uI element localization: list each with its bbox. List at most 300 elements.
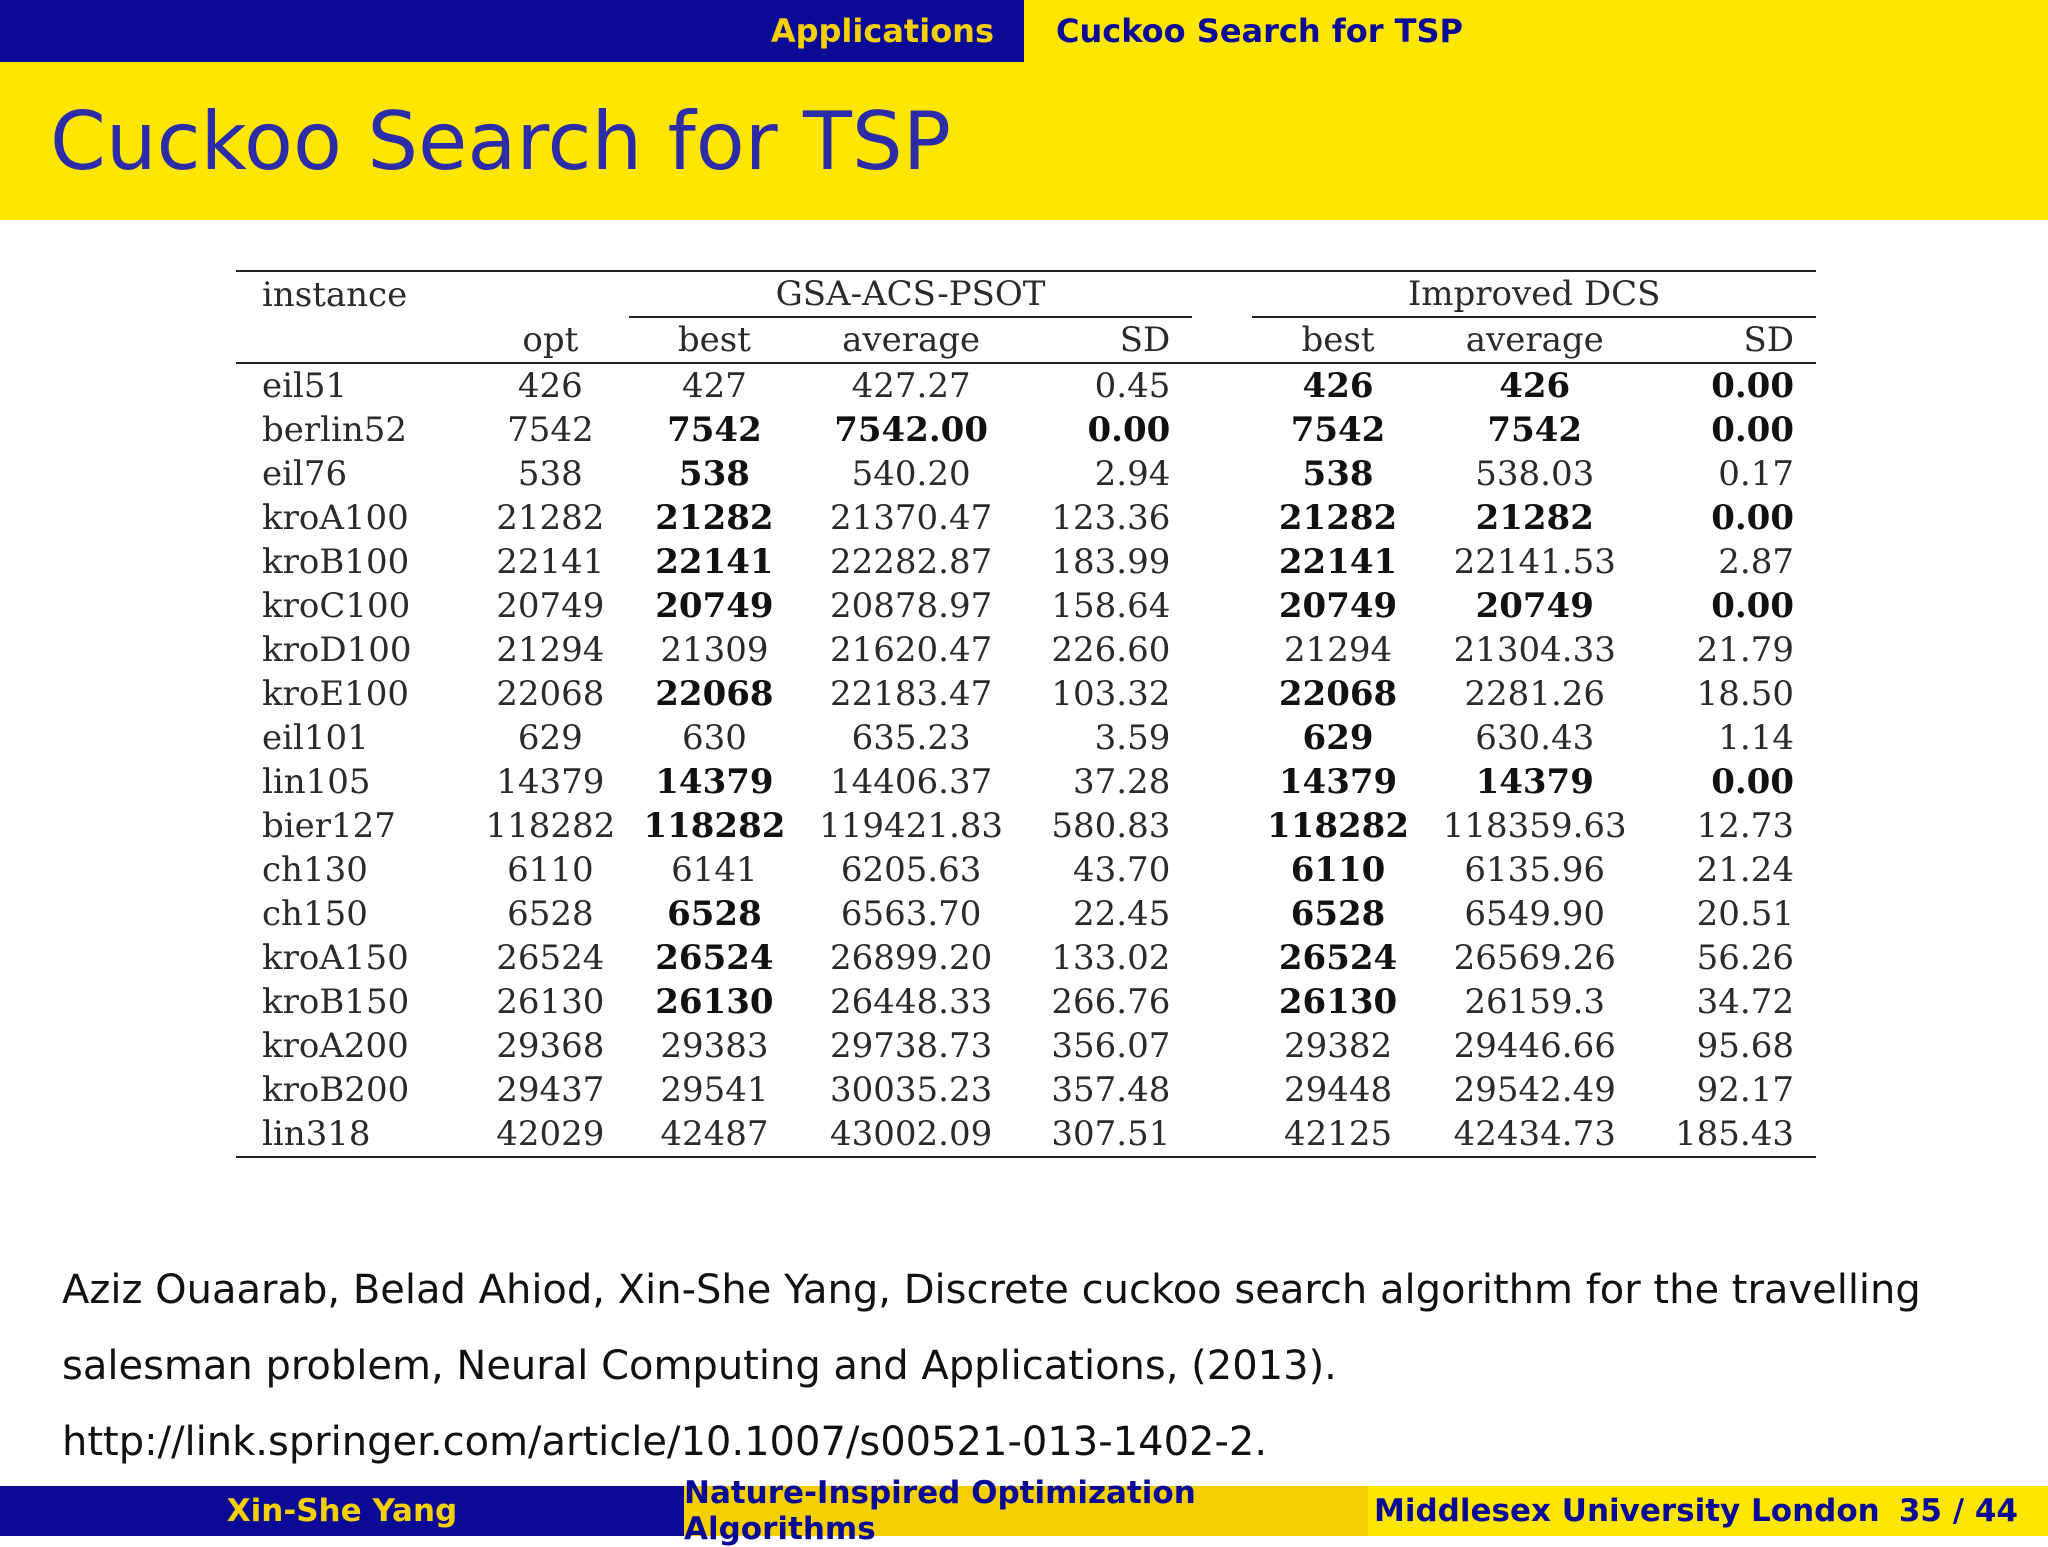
citation-url[interactable]: http://link.springer.com/article/10.1007/s00521-013-1402-2. xyxy=(62,1419,1268,1465)
cell-text: 0.00 xyxy=(1711,366,1794,406)
table-row xyxy=(236,584,1816,628)
cell-text: 29541 xyxy=(660,1070,769,1110)
cell-text: 6110 xyxy=(507,850,594,890)
value-cell xyxy=(1022,936,1192,980)
gap-cell xyxy=(1192,936,1252,980)
value-cell xyxy=(800,496,1022,540)
cell-text: 0.00 xyxy=(1711,762,1794,802)
cell-text: 22068 xyxy=(655,674,774,714)
value-cell xyxy=(1022,496,1192,540)
cell-text: 630 xyxy=(681,718,747,758)
table-row xyxy=(236,628,1816,672)
title-band xyxy=(0,62,2048,220)
cell-text: 426 xyxy=(517,366,583,406)
value-cell xyxy=(1646,1068,1816,1112)
cell-text: kroB100 xyxy=(262,542,410,582)
value-cell xyxy=(629,936,800,980)
cell-text: 0.45 xyxy=(1094,366,1171,406)
cell-text: 21.24 xyxy=(1696,850,1794,890)
cell-text: 21282 xyxy=(1475,498,1594,538)
cell-text: 21282 xyxy=(496,498,605,538)
gap-cell xyxy=(1192,804,1252,848)
value-cell xyxy=(800,892,1022,936)
cell-text: 356.07 xyxy=(1051,1026,1171,1066)
value-cell xyxy=(1252,584,1423,628)
cell-text: 538 xyxy=(517,454,583,494)
cell-text: 37.28 xyxy=(1072,762,1171,802)
results-table-image xyxy=(236,270,1816,1170)
value-cell xyxy=(1022,452,1192,496)
cell-text: 133.02 xyxy=(1051,938,1171,978)
header-opt: opt xyxy=(522,319,579,360)
cell-text: eil101 xyxy=(262,718,369,758)
cell-text: 427 xyxy=(681,366,747,406)
table-row xyxy=(236,452,1816,496)
results-table xyxy=(236,270,1816,1158)
value-cell xyxy=(1424,804,1646,848)
instance-cell xyxy=(236,408,472,452)
cell-text: 6528 xyxy=(1290,894,1386,934)
gap-cell xyxy=(1192,496,1252,540)
value-cell xyxy=(800,584,1022,628)
gap-cell xyxy=(1192,980,1252,1024)
cell-text: 20.51 xyxy=(1696,894,1794,934)
cell-text: 0.00 xyxy=(1087,410,1171,450)
cell-text: 20749 xyxy=(655,586,774,626)
citation-line-2: salesman problem, Neural Computing and Applications, (2013). xyxy=(62,1343,1337,1389)
cell-text: eil51 xyxy=(262,366,348,406)
cell-text: 630.43 xyxy=(1475,718,1595,758)
value-cell xyxy=(1022,848,1192,892)
table-row xyxy=(236,672,1816,716)
cell-text: 21294 xyxy=(496,630,605,670)
value-cell xyxy=(1424,980,1646,1024)
cell-text: 2.94 xyxy=(1094,454,1171,494)
instance-cell xyxy=(236,496,472,540)
value-cell xyxy=(800,936,1022,980)
cell-text: ch150 xyxy=(262,894,368,934)
cell-text: 20749 xyxy=(1278,586,1398,626)
cell-text: kroE100 xyxy=(262,674,410,714)
value-cell xyxy=(1646,1112,1816,1157)
cell-text: kroB150 xyxy=(262,982,410,1022)
value-cell xyxy=(1424,672,1646,716)
value-cell xyxy=(1424,1112,1646,1157)
cell-text: 34.72 xyxy=(1696,982,1794,1022)
cell-text: 14379 xyxy=(1475,762,1594,802)
value-cell xyxy=(1252,936,1423,980)
instance-cell xyxy=(236,363,472,408)
cell-text: 580.83 xyxy=(1051,806,1171,846)
cell-text: 92.17 xyxy=(1696,1070,1794,1110)
cell-text: 30035.23 xyxy=(830,1070,993,1110)
cell-text: 22141 xyxy=(1278,542,1398,582)
cell-text: 21294 xyxy=(1283,630,1393,670)
header-blank xyxy=(472,271,629,317)
gap-cell xyxy=(1192,892,1252,936)
value-cell xyxy=(1252,1024,1423,1068)
value-cell xyxy=(1022,716,1192,760)
table-row xyxy=(236,892,1816,936)
instance-cell xyxy=(236,804,472,848)
value-cell xyxy=(629,672,800,716)
value-cell xyxy=(1424,1068,1646,1112)
header-sd-2: SD xyxy=(1743,320,1794,360)
footer-bar xyxy=(0,1475,2048,1547)
table-row xyxy=(236,540,1816,584)
value-cell xyxy=(629,540,800,584)
cell-text: 22183.47 xyxy=(830,674,993,714)
header-average-1: average xyxy=(842,320,981,360)
value-cell xyxy=(472,540,629,584)
cell-text: lin105 xyxy=(262,762,371,802)
value-cell xyxy=(472,804,629,848)
cell-text: 14379 xyxy=(655,762,774,802)
citation-line-1: Aziz Ouaarab, Belad Ahiod, Xin-She Yang, Discrete cuckoo search algorithm for the travelling xyxy=(62,1267,1921,1313)
cell-text: 14406.37 xyxy=(830,762,993,802)
cell-text: 20749 xyxy=(1475,586,1594,626)
cell-text: 6205.63 xyxy=(840,850,982,890)
value-cell xyxy=(472,936,629,980)
citation xyxy=(62,1252,1992,1480)
cell-text: 538 xyxy=(678,454,750,494)
value-cell xyxy=(1424,408,1646,452)
value-cell xyxy=(629,628,800,672)
cell-text: 18.50 xyxy=(1696,674,1794,714)
cell-text: 7542 xyxy=(667,410,762,450)
value-cell xyxy=(1646,672,1816,716)
value-cell xyxy=(800,452,1022,496)
header-best-1: best xyxy=(677,320,751,360)
value-cell xyxy=(629,408,800,452)
header-instance-blank xyxy=(236,317,472,363)
cell-text: 26524 xyxy=(496,938,605,978)
cell-text: 629 xyxy=(517,718,583,758)
gap-cell xyxy=(1192,628,1252,672)
cell-text: 26899.20 xyxy=(830,938,993,978)
value-cell xyxy=(629,716,800,760)
cell-text: 22.45 xyxy=(1072,894,1171,934)
value-cell xyxy=(629,804,800,848)
cell-text: 183.99 xyxy=(1051,542,1171,582)
cell-text: 22141.53 xyxy=(1453,542,1616,582)
cell-text: 635.23 xyxy=(851,718,971,758)
table-row xyxy=(236,848,1816,892)
cell-text: 6549.90 xyxy=(1464,894,1606,934)
footer-institution: Middlesex University London xyxy=(1374,1493,1880,1529)
value-cell xyxy=(1424,848,1646,892)
cell-text: kroA150 xyxy=(262,938,409,978)
cell-text: 7542 xyxy=(1290,410,1386,450)
cell-text: 21309 xyxy=(660,630,769,670)
value-cell xyxy=(1646,980,1816,1024)
cell-text: 22141 xyxy=(496,542,605,582)
instance-cell xyxy=(236,584,472,628)
cell-text: 21304.33 xyxy=(1453,630,1616,670)
value-cell xyxy=(1022,363,1192,408)
value-cell xyxy=(800,804,1022,848)
header-gap xyxy=(1192,271,1252,317)
value-cell xyxy=(1252,1112,1423,1157)
value-cell xyxy=(1424,716,1646,760)
cell-text: 42125 xyxy=(1283,1114,1393,1154)
cell-text: 0.00 xyxy=(1711,410,1794,450)
value-cell xyxy=(800,716,1022,760)
cell-text: 118282 xyxy=(485,806,616,846)
nav-subsection-link[interactable] xyxy=(1024,0,2048,62)
value-cell xyxy=(472,760,629,804)
value-cell xyxy=(629,980,800,1024)
nav-subsection-label[interactable]: Cuckoo Search for TSP xyxy=(1056,12,1463,50)
value-cell xyxy=(1646,408,1816,452)
cell-text: 118282 xyxy=(643,806,786,846)
value-cell xyxy=(1022,672,1192,716)
cell-text: 26130 xyxy=(496,982,605,1022)
slide-title: Cuckoo Search for TSP xyxy=(50,94,951,188)
cell-text: 43002.09 xyxy=(830,1114,993,1154)
gap-cell xyxy=(1192,584,1252,628)
gap-cell xyxy=(1192,848,1252,892)
cell-text: 42029 xyxy=(496,1114,605,1154)
cell-text: 119421.83 xyxy=(819,806,1004,846)
value-cell xyxy=(1424,760,1646,804)
cell-text: 0.00 xyxy=(1711,586,1794,626)
value-cell xyxy=(800,1024,1022,1068)
table-row xyxy=(236,1068,1816,1112)
cell-text: 123.36 xyxy=(1051,498,1171,538)
header-sd-1: SD xyxy=(1119,320,1171,360)
cell-text: 185.43 xyxy=(1675,1114,1794,1154)
cell-text: eil76 xyxy=(262,454,348,494)
cell-text: 20878.97 xyxy=(830,586,993,626)
value-cell xyxy=(1022,540,1192,584)
cell-text: 21282 xyxy=(1278,498,1398,538)
cell-text: 95.68 xyxy=(1696,1026,1794,1066)
cell-text: kroD100 xyxy=(262,630,412,670)
value-cell xyxy=(1646,628,1816,672)
value-cell xyxy=(1424,584,1646,628)
cell-text: 26159.3 xyxy=(1464,982,1606,1022)
cell-text: 103.32 xyxy=(1051,674,1171,714)
value-cell xyxy=(629,452,800,496)
value-cell xyxy=(1646,848,1816,892)
value-cell xyxy=(629,892,800,936)
value-cell xyxy=(1022,980,1192,1024)
cell-text: ch130 xyxy=(262,850,368,890)
table-row xyxy=(236,804,1816,848)
value-cell xyxy=(1252,848,1423,892)
value-cell xyxy=(1252,804,1423,848)
value-cell xyxy=(1646,452,1816,496)
cell-text: 29446.66 xyxy=(1453,1026,1616,1066)
cell-text: 266.76 xyxy=(1051,982,1171,1022)
value-cell xyxy=(1252,363,1423,408)
instance-cell xyxy=(236,672,472,716)
instance-cell xyxy=(236,716,472,760)
cell-text: 26524 xyxy=(655,938,774,978)
value-cell xyxy=(629,496,800,540)
cell-text: 12.73 xyxy=(1696,806,1794,846)
value-cell xyxy=(629,1024,800,1068)
value-cell xyxy=(472,363,629,408)
cell-text: kroA200 xyxy=(262,1026,409,1066)
cell-text: 540.20 xyxy=(851,454,971,494)
cell-text: 29542.49 xyxy=(1453,1070,1616,1110)
value-cell xyxy=(1646,363,1816,408)
footer-page-number: 35 / 44 xyxy=(1898,1493,2018,1529)
value-cell xyxy=(1022,408,1192,452)
value-cell xyxy=(800,408,1022,452)
cell-text: 629 xyxy=(1302,718,1374,758)
cell-text: 0.00 xyxy=(1711,498,1794,538)
value-cell xyxy=(1252,980,1423,1024)
table-row xyxy=(236,496,1816,540)
instance-cell xyxy=(236,628,472,672)
cell-text: 1.14 xyxy=(1718,718,1794,758)
cell-text: 2.87 xyxy=(1718,542,1794,582)
gap-cell xyxy=(1192,1024,1252,1068)
value-cell xyxy=(1022,584,1192,628)
value-cell xyxy=(629,760,800,804)
cell-text: 7542 xyxy=(1487,410,1583,450)
instance-cell xyxy=(236,980,472,1024)
value-cell xyxy=(472,672,629,716)
instance-cell xyxy=(236,936,472,980)
cell-text: berlin52 xyxy=(262,410,408,450)
cell-text: 226.60 xyxy=(1051,630,1171,670)
cell-text: kroB200 xyxy=(262,1070,410,1110)
cell-text: 6141 xyxy=(671,850,758,890)
value-cell xyxy=(472,584,629,628)
table-row xyxy=(236,760,1816,804)
cell-text: 7542.00 xyxy=(834,410,988,450)
instance-cell xyxy=(236,1024,472,1068)
cell-text: 6528 xyxy=(507,894,594,934)
value-cell xyxy=(1646,584,1816,628)
gap-cell xyxy=(1192,716,1252,760)
cell-text: 158.64 xyxy=(1051,586,1171,626)
instance-cell xyxy=(236,540,472,584)
value-cell xyxy=(1022,1112,1192,1157)
nav-section-link[interactable] xyxy=(0,0,1024,62)
value-cell xyxy=(629,848,800,892)
cell-text: 538.03 xyxy=(1475,454,1595,494)
value-cell xyxy=(472,716,629,760)
cell-text: 26130 xyxy=(655,982,774,1022)
footer-right xyxy=(1368,1486,2048,1536)
value-cell xyxy=(629,1112,800,1157)
value-cell xyxy=(629,1068,800,1112)
value-cell xyxy=(1252,408,1423,452)
value-cell xyxy=(472,496,629,540)
cell-text: 538 xyxy=(1302,454,1374,494)
header-gap-2 xyxy=(1192,317,1252,363)
cell-text: 2281.26 xyxy=(1464,674,1606,714)
footer-author: Xin-She Yang xyxy=(0,1486,684,1536)
value-cell xyxy=(1022,628,1192,672)
gap-cell xyxy=(1192,672,1252,716)
value-cell xyxy=(1252,672,1423,716)
cell-text: 307.51 xyxy=(1051,1114,1171,1154)
gap-cell xyxy=(1192,452,1252,496)
value-cell xyxy=(1424,1024,1646,1068)
value-cell xyxy=(800,760,1022,804)
cell-text: 14379 xyxy=(496,762,605,802)
instance-cell xyxy=(236,1068,472,1112)
instance-cell xyxy=(236,848,472,892)
cell-text: 14379 xyxy=(1278,762,1398,802)
cell-text: 26524 xyxy=(1278,938,1398,978)
nav-section-label[interactable]: Applications xyxy=(770,12,994,50)
cell-text: 6135.96 xyxy=(1464,850,1606,890)
value-cell xyxy=(800,848,1022,892)
instance-cell xyxy=(236,1112,472,1157)
cell-text: 29368 xyxy=(496,1026,605,1066)
cell-text: 26130 xyxy=(1278,982,1398,1022)
cell-text: 21.79 xyxy=(1696,630,1794,670)
cell-text: 29437 xyxy=(496,1070,605,1110)
value-cell xyxy=(800,1112,1022,1157)
value-cell xyxy=(1424,452,1646,496)
value-cell xyxy=(472,452,629,496)
value-cell xyxy=(472,1068,629,1112)
cell-text: 43.70 xyxy=(1072,850,1171,890)
cell-text: 26448.33 xyxy=(830,982,993,1022)
gap-cell xyxy=(1192,408,1252,452)
value-cell xyxy=(1022,892,1192,936)
value-cell xyxy=(1022,760,1192,804)
cell-text: 357.48 xyxy=(1051,1070,1171,1110)
gap-cell xyxy=(1192,540,1252,584)
value-cell xyxy=(1646,892,1816,936)
cell-text: 6110 xyxy=(1290,850,1386,890)
cell-text: 29738.73 xyxy=(830,1026,993,1066)
table-body xyxy=(236,363,1816,1157)
cell-text: 42487 xyxy=(660,1114,769,1154)
value-cell xyxy=(1252,1068,1423,1112)
cell-text: lin318 xyxy=(262,1114,371,1154)
cell-text: 426 xyxy=(1499,366,1571,406)
header-group-improved-dcs: Improved DCS xyxy=(1252,271,1816,317)
cell-text: 21282 xyxy=(655,498,774,538)
value-cell xyxy=(1252,716,1423,760)
cell-text: 21370.47 xyxy=(830,498,993,538)
value-cell xyxy=(472,628,629,672)
value-cell xyxy=(1022,804,1192,848)
cell-text: 6528 xyxy=(667,894,762,934)
cell-text: 427.27 xyxy=(851,366,971,406)
value-cell xyxy=(800,363,1022,408)
cell-text: 0.17 xyxy=(1718,454,1794,494)
value-cell xyxy=(800,980,1022,1024)
cell-text: 6563.70 xyxy=(840,894,982,934)
cell-text: kroA100 xyxy=(262,498,409,538)
cell-text: 56.26 xyxy=(1696,938,1794,978)
table-row xyxy=(236,363,1816,408)
value-cell xyxy=(472,1024,629,1068)
value-cell xyxy=(472,1112,629,1157)
table-row xyxy=(236,408,1816,452)
cell-text: 26569.26 xyxy=(1453,938,1616,978)
cell-text: 3.59 xyxy=(1094,718,1171,758)
table-row xyxy=(236,936,1816,980)
value-cell xyxy=(1646,804,1816,848)
value-cell xyxy=(1252,760,1423,804)
cell-text: kroC100 xyxy=(262,586,411,626)
value-cell xyxy=(1424,628,1646,672)
value-cell xyxy=(1252,628,1423,672)
cell-text: 42434.73 xyxy=(1453,1114,1616,1154)
